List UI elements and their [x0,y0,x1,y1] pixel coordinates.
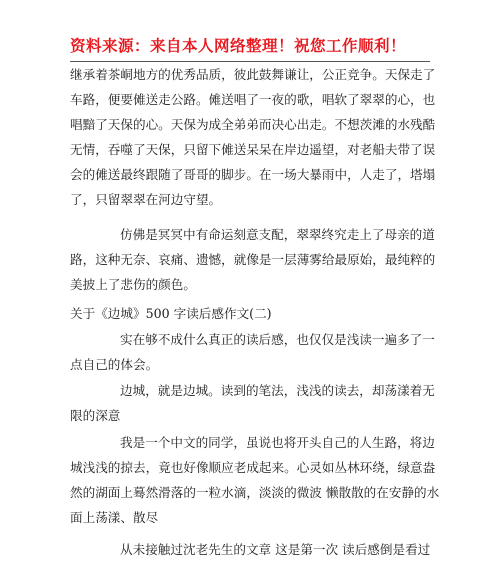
text-line: 从未接触过沈老先生的文章 这是第一次 读后感倒是看过 [120,542,431,557]
text-line: 了，只留翠翠在河边守望。 [70,192,222,207]
text-line: 美披上了悲伤的颜色。 [70,277,196,292]
text-line: 实在够不成什么真正的读后感，也仅仅是浅读一遍多了一 [120,332,435,347]
text-line: 唱黯了天保的心。天保为成全弟弟而决心出走。不想茨滩的水残酷 [70,117,436,132]
text-line: 会的傩送最终跟随了哥哥的脚步。在一场大暴雨中，人走了，塔塌 [70,167,436,182]
text-line: 城浅浅的掠去，竟也好像顺应老成起来。心灵如丛林环绕，绿意盎 [70,460,436,475]
section-heading: 关于《边城》500 字读后感作文(二) [70,306,272,321]
text-line: 仿佛是冥冥中有命运刻意支配，翠翠终究走上了母亲的道 [120,227,435,242]
text-line: 边城，就是边城。读到的笔法，浅浅的读去，却荡漾着无 [120,383,435,398]
text-line: 我是一个中文的同学，虽说也将开头自己的人生路，将边 [120,435,435,450]
text-line: 面上荡漾、散尽 [70,510,159,525]
source-header: 资料来源：来自本人网络整理！祝您工作顺利！ [70,36,407,55]
text-line: 无情，吞噬了天保，只留下傩送呆呆在岸边遥望，对老船夫带了误 [70,142,436,157]
text-line: 点自己的体会。 [70,357,159,372]
text-line: 限的深意 [70,408,121,423]
text-line: 然的湖面上蓦然滑落的一粒水滴，淡淡的微波 懒散散的在安静的水 [70,485,440,500]
text-line: 车路，便要傩送走公路。傩送唱了一夜的歌，唱软了翠翠的心，也 [70,92,436,107]
header-divider [70,61,430,62]
text-line: 路，这种无奈、哀痛、遗憾，就像是一层薄雾给最原始，最纯粹的 [70,252,436,267]
text-line: 继承着茶峒地方的优秀品质，彼此鼓舞谦让，公正竞争。天保走了 [70,67,436,82]
